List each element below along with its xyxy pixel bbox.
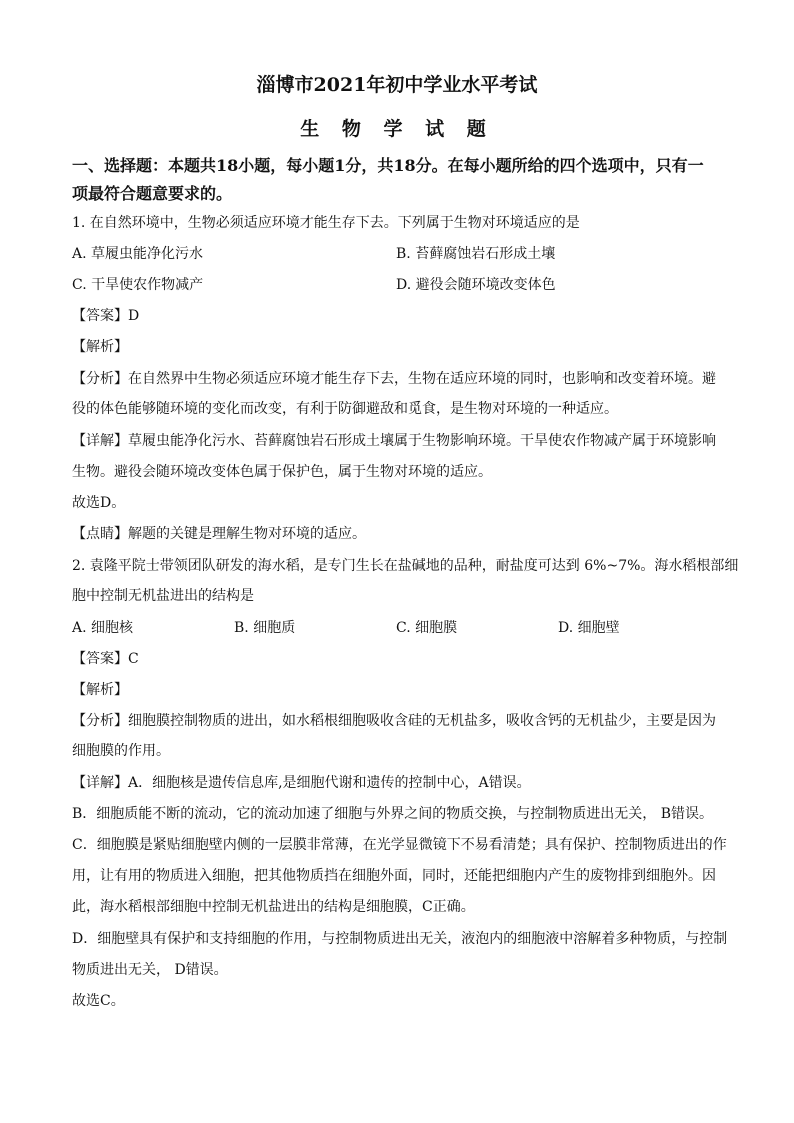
comment-text: 解题的关键是理解生物对环境的适应。	[128, 526, 366, 542]
q2-detail-b: B．细胞质能不断的流动，它的流动加速了细胞与外界之间的物质交换，与控制物质进出无关， B错误。	[72, 806, 714, 822]
q2-detail-a	[72, 773, 724, 793]
section-heading-line1: 一、选择题：本题共18小题，每小题1分，共18分。在每小题所给的四个选项中，只有一	[72, 156, 704, 175]
fenxi-tag: 【分析】	[72, 713, 128, 729]
q2-detail-c-line2: 用，让有用的物质进入细胞，把其他物质挡在细胞外面，同时，还能把细胞内产生的废物排到细胞外。因	[72, 868, 716, 884]
q2-detail-d-line1: D．细胞壁具有保护和支持细胞的作用，与控制物质进出无关，液泡内的细胞液中溶解着多种物质，与控制	[72, 931, 728, 947]
q1-answer	[72, 306, 724, 326]
fenxi-text: 细胞膜控制物质的进出，如水稻根细胞吸收含硅的无机盐多，吸收含钙的无机盐少，主要是因为	[128, 713, 716, 729]
q1-option-a: A. 草履虫能净化污水	[72, 246, 204, 262]
answer-tag: 【答案】	[72, 651, 128, 667]
q1-detail-line2: 生物。避役会随环境改变体色属于保护色，属于生物对环境的适应。	[72, 464, 492, 480]
q2-choice: 故选C。	[72, 993, 125, 1009]
q2-detail-c-line1: C．细胞膜是紧贴细胞壁内侧的一层膜非常薄，在光学显微镜下不易看清楚；具有保护、控制物质进出的作	[72, 837, 727, 853]
fenxi-tag: 【分析】	[72, 371, 128, 387]
detail-text: 草履虫能净化污水、苔藓腐蚀岩石形成土壤属于生物影响环境。干旱使农作物减产属于环境影响	[128, 433, 716, 449]
q1-stem: 1. 在自然环境中，生物必须适应环境才能生存下去。下列属于生物对环境适应的是	[72, 215, 580, 231]
q2-option-b: B. 细胞质	[234, 620, 296, 636]
fenxi-text: 在自然界中生物必须适应环境才能生存下去，生物在适应环境的同时，也影响和改变着环境。避	[128, 371, 716, 387]
q2-detail-c-line3: 此，海水稻根部细胞中控制无机盐进出的结构是细胞膜，C正确。	[72, 899, 475, 915]
q2-option-d: D. 细胞壁	[558, 620, 620, 636]
q1-comment	[72, 524, 724, 544]
subject-title: 生 物 学 试 题	[300, 118, 494, 140]
q2-fenxi-line1	[72, 711, 724, 731]
q2-answer	[72, 649, 724, 669]
q1-option-b: B. 苔藓腐蚀岩石形成土壤	[396, 246, 556, 262]
comment-tag: 【点睛】	[72, 526, 128, 542]
q1-choice: 故选D。	[72, 495, 126, 511]
exam-title: 淄博市2021年初中学业水平考试	[256, 74, 538, 96]
q2-stem-line2: 胞中控制无机盐进出的结构是	[72, 588, 254, 604]
q2-analysis-tag: 【解析】	[72, 682, 128, 698]
q2-fenxi-line2: 细胞膜的作用。	[72, 743, 170, 759]
answer-value: C	[128, 651, 139, 667]
q1-detail-line1	[72, 431, 724, 451]
q2-detail-d-line2: 物质进出无关， D错误。	[72, 962, 228, 978]
section-heading-line2: 项最符合题意要求的。	[72, 184, 233, 203]
q1-option-d: D. 避役会随环境改变体色	[396, 277, 556, 293]
detail-tag: 【详解】	[72, 775, 128, 791]
q2-option-c: C. 细胞膜	[396, 620, 458, 636]
answer-tag: 【答案】	[72, 308, 128, 324]
detail-tag: 【详解】	[72, 433, 128, 449]
answer-value: D	[128, 308, 140, 324]
q2-stem-line1: 2. 袁隆平院士带领团队研发的海水稻，是专门生长在盐碱地的品种，耐盐度可达到 6%~7%。海水稻根部细	[72, 558, 739, 574]
q1-fenxi-line1	[72, 369, 724, 389]
q1-fenxi-line2: 役的体色能够随环境的变化而改变，有利于防御避敌和觅食，是生物对环境的一种适应。	[72, 401, 618, 417]
q2-option-a: A. 细胞核	[72, 620, 134, 636]
q1-option-c: C. 干旱使农作物减产	[72, 277, 204, 293]
q1-analysis-tag: 【解析】	[72, 339, 128, 355]
detail-text: A．细胞核是遗传信息库,是细胞代谢和遗传的控制中心，A错误。	[128, 775, 531, 791]
